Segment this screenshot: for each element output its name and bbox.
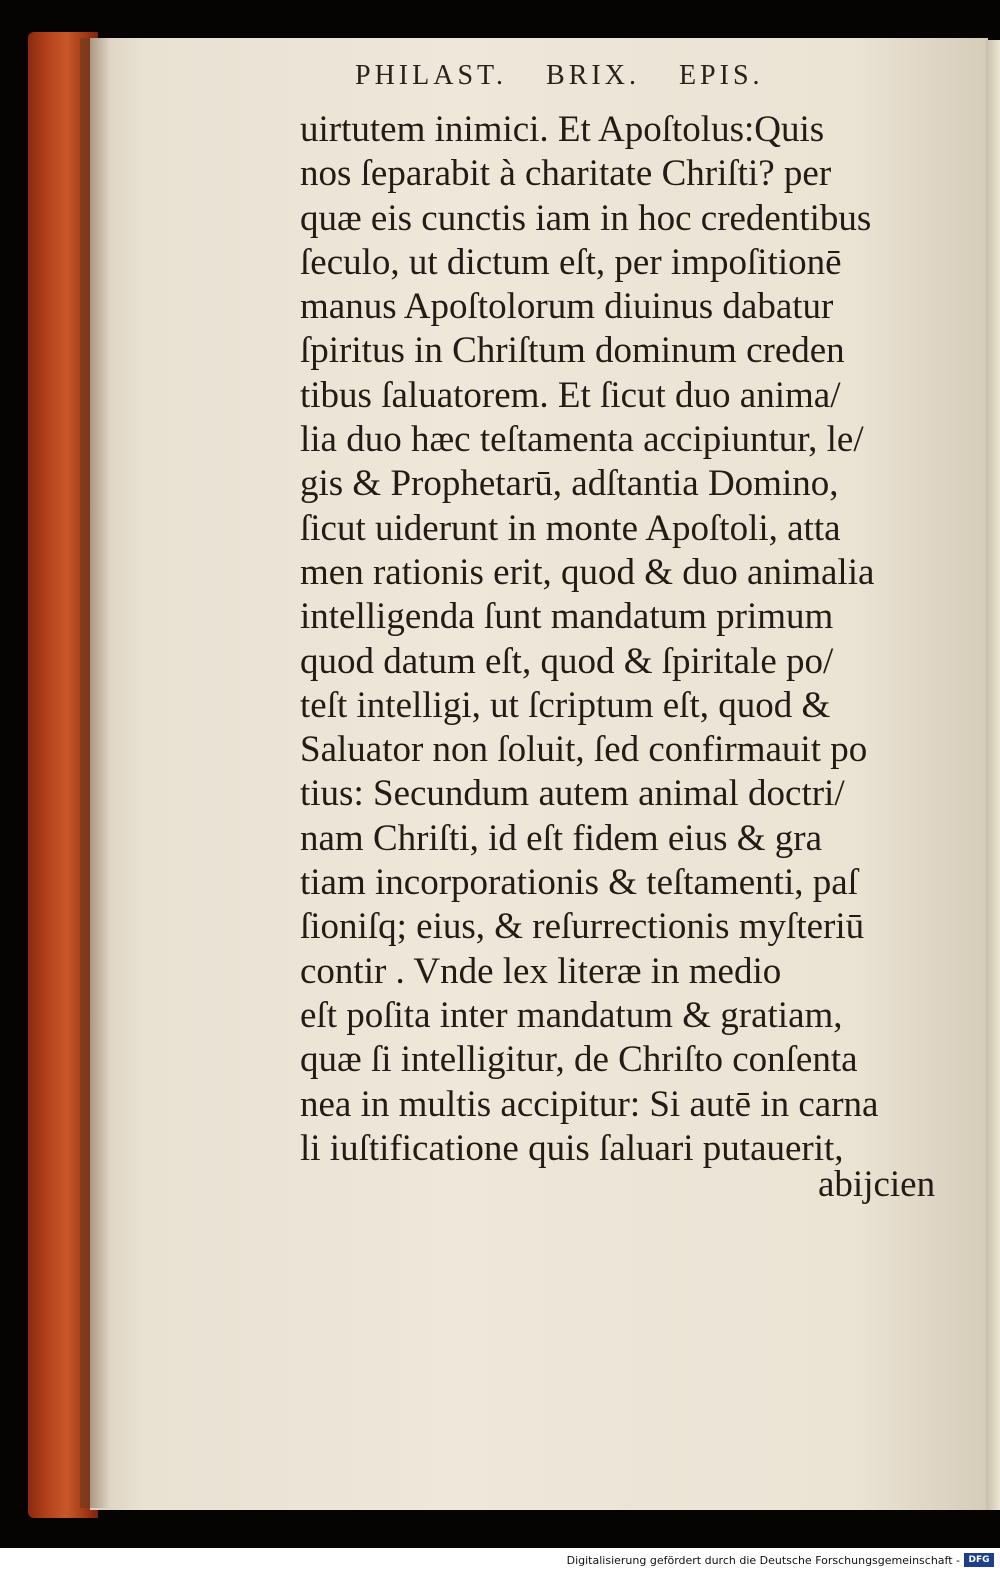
footer-credit: Digitalisierung gefördert durch die Deutsche Forschungsgemeinschaft - [566,1554,960,1567]
text-line: contir . Vnde lex literæ in medio [300,950,782,992]
text-line: quod datum eſt, quod & ſpiritale po/ [300,640,834,682]
footer-bar [0,1548,1000,1574]
text-line: lia duo hæc teſtamenta accipiuntur, le/ [300,419,864,461]
text-line: li iuſtificatione quis ſaluari putauerit, [300,1127,844,1169]
text-line: gis & Prophetarū, adſtantia Domino, [300,463,839,505]
text-line: eſt poſita inter mandatum & gratiam, [300,994,843,1036]
gutter-shadow [80,38,110,1508]
text-line: ſioniſq; eius, & reſurrectionis myſteriū [300,906,865,948]
page-right-edge [986,40,1000,1510]
text-line: teſt intelligi, ut ſcriptum eſt, quod & [300,684,831,726]
running-head-part: BRIX. [546,60,640,91]
text-line: nea in multis accipitur: Si autē in carna [300,1083,879,1125]
running-head-part: PHILAST. [355,60,508,91]
running-head-part: EPIS. [678,60,764,91]
text-line: Saluator non ſoluit, ſed confirmauit po [300,729,868,771]
text-line: men rationis erit, quod & duo animalia [300,551,875,593]
text-line: quæ eis cunctis iam in hoc credentibus [300,197,872,239]
text-line: nam Chriſti, id eſt fidem eius & gra [300,817,823,859]
running-head [355,60,955,92]
text-line: ſpiritus in Chriſtum dominum creden [300,330,845,372]
text-line: tibus ſaluatorem. Et ſicut duo anima/ [300,374,841,416]
dfg-logo: DFG [964,1553,994,1567]
text-line: quæ ſi intelligitur, de Chriſto conſenta [300,1039,858,1081]
text-line: tius: Secundum autem animal doctri/ [300,773,845,815]
catchword: abijcien [818,1164,936,1205]
text-line: uirtutem inimici. Et Apoſtolus:Quis [300,109,825,150]
text-line: ſicut uiderunt in monte Apoſtoli, atta [300,507,841,549]
text-line: manus Apoſtolorum diuinus dabatur [300,286,834,328]
text-line: intelligenda ſunt mandatum primum [300,596,834,638]
text-line: nos ſeparabit à charitate Chriſti? per [300,153,832,195]
text-line: ſeculo, ut dictum eſt, per impoſitionē [300,241,842,283]
text-line: tiam incorporationis & teſtamenti, paſ [300,862,858,904]
body-text [300,108,960,1171]
